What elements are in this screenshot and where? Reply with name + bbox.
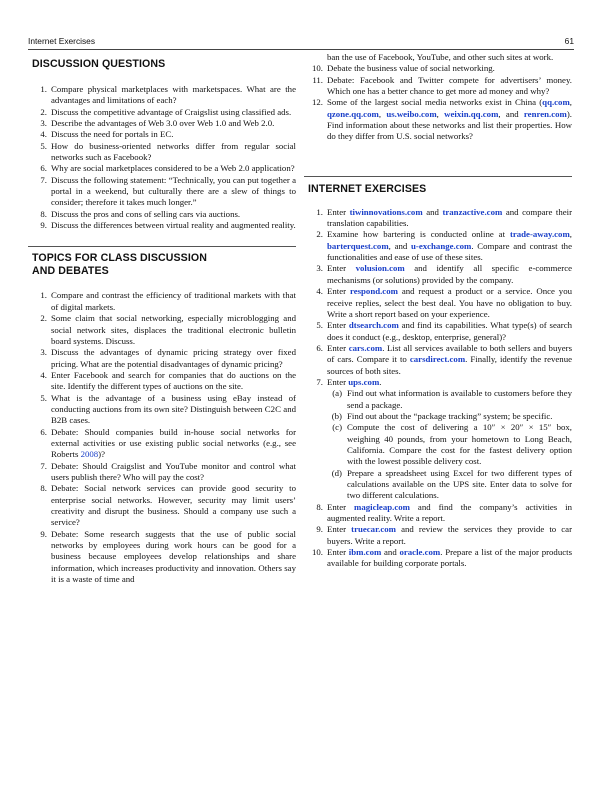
section-divider — [304, 176, 572, 177]
list-item: 9. Enter truecar.com and review the services they provide to car buyers. Write a report. — [316, 524, 573, 546]
link[interactable]: volusion.com — [355, 263, 405, 274]
section-divider — [28, 246, 296, 247]
link[interactable]: qzone.qq.com — [327, 108, 379, 119]
topics-title-line-2: AND DEBATES — [32, 265, 109, 278]
link[interactable]: trade-away.com — [509, 229, 570, 240]
list-item: 11. Debate: Facebook and Twitter compete for advertisers’ money. Which one has a better chance to get more ad money and why? — [312, 74, 572, 97]
list-item: 4. Enter respond.com and request a product or a service. Once you receive replies, select the best deal. You have no obligation to buy. Write a short report based on your experience. — [316, 286, 572, 319]
continued-text: ban the use of Facebook, YouTube, and other such sites at work. — [327, 52, 554, 62]
link[interactable]: us.weibo.com — [386, 108, 437, 119]
list-item: 8. Enter magicleap.com and find the company’s activities in augmented reality. Write a report. — [316, 501, 573, 524]
link[interactable]: tranzactive.com — [442, 206, 503, 217]
sub-list-item: (c) Compute the cost of delivering a 10″ × 20″ × 15″ box, weighing 40 pounds, from your hometown to Long Beach, California. Compare the cost for the fastest delivery option with the lowest possible delivery cost. — [332, 422, 572, 467]
list-item: 3. Enter volusion.com and identify all specific e-commerce mechanisms (or solutions) provided by the company. — [316, 263, 572, 285]
link[interactable]: weixin.qq.com — [444, 108, 499, 119]
list-item: 10. Enter ibm.com and oracle.com. Prepare a list of the major products available for building corporate portals. — [312, 547, 573, 569]
list-item: 5. Enter dtsearch.com and find its capabilities. What type(s) of search does it conduct (e.g., desktop, enterprise, general)? — [316, 320, 573, 342]
link[interactable]: barterquest.com — [327, 240, 389, 251]
left-column — [32, 52, 296, 585]
link[interactable]: respond.com — [349, 286, 398, 297]
list-item: 2. Discuss the competitive advantage of Craigslist using classified ads. — [40, 106, 292, 117]
link[interactable]: magicleap.com — [354, 501, 410, 512]
list-item: 9. Debate: Some research suggests that the use of public social networks by employees during work hours can be good for a business because employees develop relationships and share information, which increases productivity and innovation. Others say it is a waste of time and — [40, 528, 296, 585]
list-item: 9. Discuss the differences between virtual reality and augmented reality. — [40, 220, 296, 231]
list-item: 10. Debate the business value of social networking. — [312, 63, 495, 74]
list-item: 7. Discuss the following statement: “Technically, you can put together a portal in a weekend, but culturally there are a slew of things to consider; therefore it takes much longer.” — [40, 174, 296, 208]
list-item: 2. Examine how bartering is conducted online at trade-away.com, barterquest.com, and u-exchange.com. Compare and contrast the functionalities and ease of use of these sites. — [316, 229, 572, 263]
topics-title-line-1: TOPICS FOR CLASS DISCUSSION — [32, 252, 207, 265]
link[interactable]: ibm.com — [348, 547, 382, 558]
list-item: 6. Why are social marketplaces considered to be a Web 2.0 application? — [40, 163, 295, 174]
running-header — [28, 36, 574, 48]
right-column — [308, 52, 572, 570]
sub-list — [327, 388, 572, 501]
list-item: 4. Discuss the need for portals in EC. — [40, 129, 174, 140]
link[interactable]: oracle.com — [399, 547, 441, 558]
list-item: 2. Some claim that social networking, especially microblogging and social network sites, displaces the traditional electronic bulletin board systems. Discuss. — [40, 313, 296, 346]
list-item: 1. Compare physical marketplaces with marketspaces. What are the advantages and limitations of each? — [40, 84, 296, 106]
topics-title — [32, 252, 296, 278]
list-item: 5. How do business-oriented networks differ from regular social networks such as Facebook? — [40, 140, 296, 163]
list-item: 12. Some of the largest social media networks exist in China (qq.com, qzone.qq.com, us.weibo.com, weixin.qq.com, and renren.com). Find information about these networks and list their properties. How do they differ from U.S. social networks? — [312, 97, 572, 142]
link[interactable]: u-exchange.com — [411, 240, 472, 251]
list-item: 7. Debate: Should Craigslist and YouTube monitor and control what users publish there? Who will pay the cost? — [40, 460, 296, 482]
running-title: Internet Exercises — [28, 36, 96, 46]
list-item: 6. Enter cars.com. List all services available to both sellers and buyers of cars. Compare it to carsdirect.com. Finally, identify the revenue sources of both sites. — [316, 342, 572, 376]
sub-list-item: (d) Prepare a spreadsheet using Excel for two different types of calculations available on the UPS site. Enter data to solve for two different calculations. — [331, 467, 572, 501]
list-item: 3. Describe the advantages of Web 3.0 over Web 1.0 and Web 2.0. — [40, 118, 275, 129]
internet-exercises-title: INTERNET EXERCISES — [308, 182, 427, 195]
debate-list-continued — [308, 63, 572, 142]
internet-exercises-list — [308, 207, 572, 570]
list-item: 1. Enter tiwinnovations.com and tranzactive.com and compare their translation capabilities. — [316, 206, 573, 229]
link[interactable]: truecar.com — [351, 524, 397, 535]
link[interactable]: cars.com — [348, 342, 383, 353]
discussion-questions-title: DISCUSSION QUESTIONS — [32, 58, 166, 70]
link[interactable]: carsdirect.com — [409, 354, 466, 365]
list-item: 8. Discuss the pros and cons of selling cars via auctions. — [40, 208, 241, 219]
list-item: 6. Debate: Should companies build in-house social networks for external activities or use existing public social networks (e.g., see Roberts 2008)? — [40, 426, 296, 460]
link[interactable]: qq.com — [542, 97, 570, 108]
list-item: 7. Enter ups.com. (a) Find out what information is available to customers before they send a package. (b) Find out about the “package tracking” system; be specific. (c) Compute the cost of delivering a 10″ × 20″ × 15″ box, weighing 40 pounds, from your hometown to Long Beach, California. Compare the cost for the fastest delivery option with the lowest possible delivery cost. (d) Prepare a spreadsheet using Excel for two different types of calculations available on the UPS site. Enter data to solve for two different calculations. — [316, 376, 572, 501]
page-number: 61 — [564, 36, 574, 46]
sub-list-item: (a) Find out what information is available to customers before they send a package. — [332, 388, 572, 410]
list-item: 8. Debate: Social network services can provide good security to enterprise social networks. However, security may limit users’ creativity and disrupt the business. Should a company use such a service? — [40, 483, 296, 528]
list-item: 4. Enter Facebook and search for companies that do auctions on the site. Identify the different types of auctions on the site. — [40, 369, 296, 392]
sub-list-item: (b) Find out about the “package tracking” system; be specific. — [331, 410, 553, 421]
citation-link[interactable]: 2008 — [80, 449, 99, 460]
list-item: 1. Compare and contrast the efficiency of traditional markets with that of digital markets. — [40, 290, 296, 312]
link[interactable]: ups.com — [348, 376, 380, 387]
link[interactable]: tiwinnovations.com — [349, 206, 423, 217]
link[interactable]: renren.com — [523, 108, 567, 119]
header-rule — [28, 49, 574, 50]
topics-list — [32, 290, 296, 585]
discussion-questions-list — [32, 84, 296, 231]
list-item: 3. Discuss the advantages of dynamic pricing strategy over fixed pricing. What are the potential disadvantages of dynamic pricing? — [40, 347, 296, 369]
list-item: 5. What is the advantage of a business using eBay instead of conducting auctions from its own site? Distinguish between C2C and B2B cases. — [40, 392, 296, 426]
link[interactable]: dtsearch.com — [348, 320, 399, 331]
